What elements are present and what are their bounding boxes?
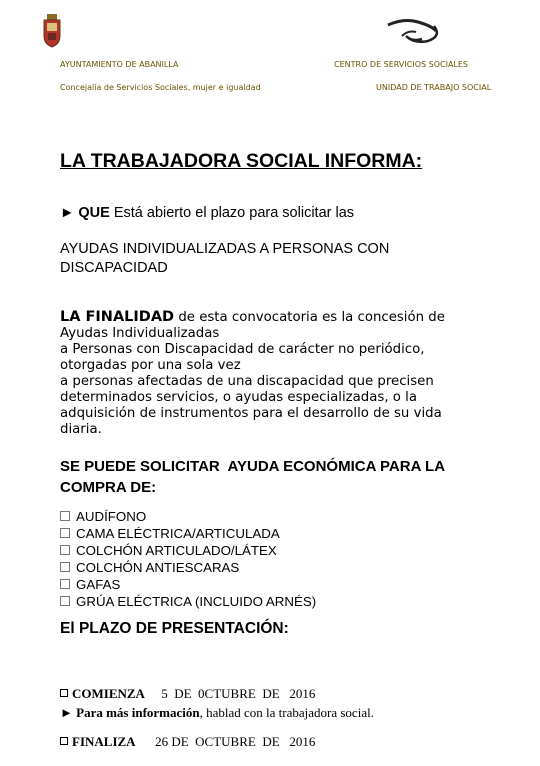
square-bullet-icon <box>60 689 68 697</box>
finalidad-line: diaria. <box>60 422 102 437</box>
intro-line <box>60 205 354 221</box>
plazo-title: El PLAZO DE PRESENTACIÓN: <box>60 620 289 637</box>
info-bold: Para más información <box>76 705 200 720</box>
list-item: AUDÍFONO <box>60 508 316 525</box>
finalidad-line: otorgadas por una sola vez <box>60 358 241 373</box>
swirl-logo-icon <box>384 16 444 46</box>
solicitar-line-2: COMPRA DE: <box>60 479 157 496</box>
finalidad-line: de esta convocatoria es la concesión de <box>178 310 445 325</box>
end-date: 26 DE OCTUBRE DE 2016 <box>155 734 316 749</box>
program-line-1: AYUDAS INDIVIDUALIZADAS A PERSONAS CON <box>60 241 390 257</box>
checkbox-icon <box>60 511 70 521</box>
checkbox-icon <box>60 579 70 589</box>
finalidad-line: a Personas con Discapacidad de carácter no periódico, <box>60 342 425 357</box>
info-rest: , hablad con la trabajadora social. <box>199 705 374 720</box>
end-label: FINALIZA <box>72 734 136 749</box>
list-item: GAFAS <box>60 576 316 593</box>
finalidad-line: adquisición de instrumentos para el desarrollo de su vida <box>60 406 442 421</box>
intro-text: Está abierto el plazo para solicitar las <box>113 205 355 221</box>
coat-of-arms-icon <box>40 14 64 48</box>
finalidad-line: Ayudas Individualizadas <box>60 326 220 341</box>
info-line <box>60 705 374 721</box>
page-heading: LA TRABAJADORA SOCIAL INFORMA: <box>60 150 423 172</box>
header-left-title: AYUNTAMIENTO DE ABANILLA <box>60 60 179 69</box>
end-row <box>60 734 315 750</box>
start-label: COMIENZA <box>72 686 145 701</box>
square-bullet-icon <box>60 737 68 745</box>
finalidad-line: a personas afectadas de una discapacidad que precisen <box>60 374 434 389</box>
list-item: COLCHÓN ARTICULADO/LÁTEX <box>60 542 316 559</box>
list-item: COLCHÓN ANTIESCARAS <box>60 559 316 576</box>
header-left-subtitle: Concejalía de Servicios Sociales, mujer e igualdad <box>60 83 261 92</box>
list-item: CAMA ELÉCTRICA/ARTICULADA <box>60 525 316 542</box>
finalidad-paragraph <box>60 309 500 438</box>
solicitar-line-1: SE PUEDE SOLICITAR AYUDA ECONÓMICA PARA LA <box>60 458 446 475</box>
start-row <box>60 686 315 702</box>
list-item: GRÚA ELÉCTRICA (INCLUIDO ARNÉS) <box>60 593 316 610</box>
intro-que: QUE <box>78 205 110 221</box>
solicitar-heading <box>60 456 500 498</box>
checkbox-icon <box>60 545 70 555</box>
finalidad-label: LA FINALIDAD <box>60 309 175 325</box>
checkbox-icon <box>60 562 70 572</box>
start-date: 5 DE 0CTUBRE DE 2016 <box>161 686 316 701</box>
items-list <box>60 508 316 610</box>
program-line-2: DISCAPACIDAD <box>60 260 168 276</box>
arrow-icon: ► <box>60 705 73 720</box>
header-right-subtitle: UNIDAD DE TRABAJO SOCIAL <box>376 83 492 92</box>
header-right-title: CENTRO DE SERVICIOS SOCIALES <box>334 60 468 69</box>
finalidad-line: determinados servicios, o ayudas especializadas, o la <box>60 390 417 405</box>
arrow-icon: ► <box>60 205 75 221</box>
checkbox-icon <box>60 596 70 606</box>
checkbox-icon <box>60 528 70 538</box>
